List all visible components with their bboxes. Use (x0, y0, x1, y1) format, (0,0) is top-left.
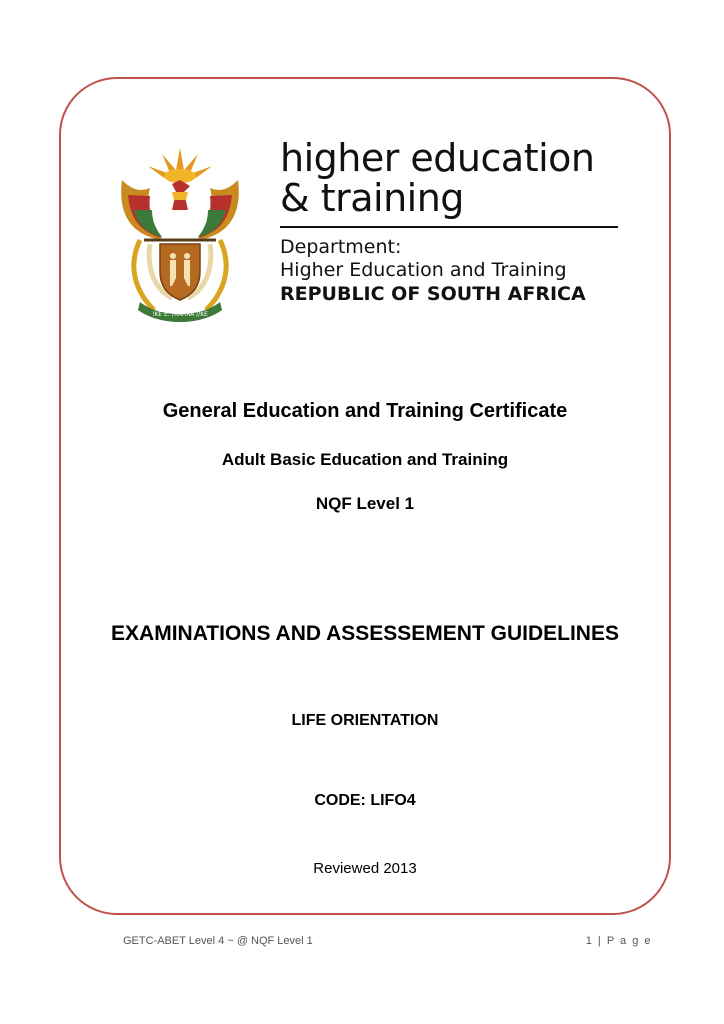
brand-line-1: higher education (280, 136, 595, 180)
header-divider (280, 226, 618, 228)
subject-name: LIFE ORIENTATION (291, 712, 439, 729)
certificate-title: General Education and Training Certificate (162, 400, 568, 422)
crest-motto: !KE E: /XARRA //KE (152, 311, 208, 318)
footer-left-text: GETC-ABET Level 4 ~ @ NQF Level 1 (123, 935, 313, 947)
department-name: Higher Education and Training (280, 259, 567, 281)
page-number: 1 | P a g e (585, 935, 652, 947)
reviewed-date: Reviewed 2013 (313, 860, 417, 877)
programme-title: Adult Basic Education and Training (221, 450, 509, 469)
document-title: EXAMINATIONS AND ASSESSEMENT GUIDELINES (111, 622, 619, 645)
department-header (280, 138, 625, 306)
coat-of-arms-logo (110, 140, 250, 325)
nqf-level: NQF Level 1 (315, 494, 415, 513)
department-label: Department: (280, 236, 402, 258)
brand-line-2: & training (280, 176, 464, 220)
subject-code: CODE: LIFO4 (314, 792, 416, 809)
country-name: REPUBLIC OF SOUTH AFRICA (280, 283, 586, 305)
